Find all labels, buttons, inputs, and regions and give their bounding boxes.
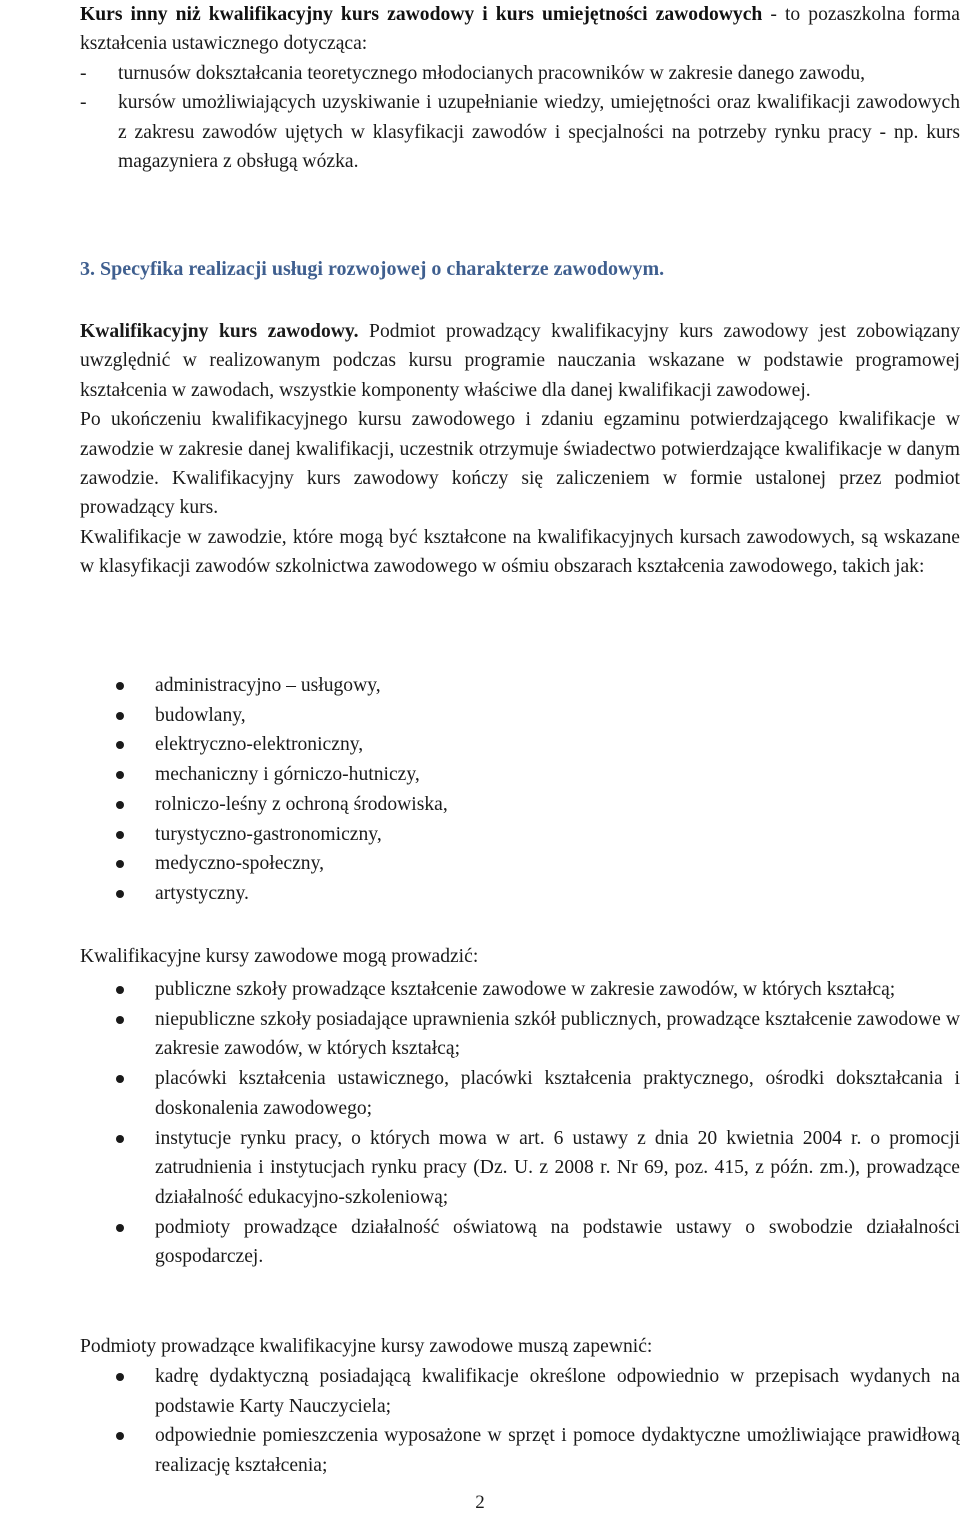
bullet-icon [116, 986, 124, 994]
dash-marker: - [80, 92, 87, 114]
bullet-icon [116, 860, 124, 868]
list-item [80, 1421, 960, 1480]
bullet-icon [116, 682, 124, 690]
list-item [80, 849, 960, 879]
list-item-text: turystyczno-gastronomiczny, [155, 823, 382, 845]
list-item-text: administracyjno – usługowy, [155, 675, 381, 696]
requirements-intro [80, 1332, 960, 1361]
dash-marker: - [80, 62, 87, 84]
bullet-icon [116, 1016, 124, 1024]
bullet-icon [116, 741, 124, 749]
list-item [80, 820, 960, 850]
paragraph-lead-bold: Kwalifikacyjny kurs zawodowy. [80, 321, 359, 342]
paragraph-areas-intro: Kwalifikacje w zawodzie, które mogą być kształcone na kwalifikacyjnych kursach zawodowych, są wskazane w klasyfikacji zawodów szkolnictwa zawodowego w ośmiu obszarach kształcenia zawodowego, takich jak: [80, 526, 960, 578]
paragraph-qualifying-course [80, 317, 960, 405]
list-item [80, 88, 960, 176]
providers-intro-text: Kwalifikacyjne kursy zawodowe mogą prowadzić: [80, 946, 479, 967]
list-item [80, 701, 960, 731]
requirements-list [80, 1362, 960, 1481]
intro-block [80, 0, 960, 176]
list-item-text: kadrę dydaktyczną posiadającą kwalifikacje określone odpowiednio w przepisach wydanych na podstawie Karty Nauczyciela; [155, 1366, 960, 1417]
list-item [80, 975, 960, 1005]
list-item-text: mechaniczny i górniczo-hutniczy, [155, 764, 420, 786]
list-item [80, 730, 960, 760]
list-item [80, 879, 960, 909]
list-item [80, 1005, 960, 1064]
bullet-icon [116, 1224, 124, 1232]
bullet-icon [116, 801, 124, 809]
paragraph-completion: Po ukończeniu kwalifikacyjnego kursu zawodowego i zdaniu egzaminu potwierdzającego kwalifikacje w zawodzie w zakresie danej kwalifikacji, uczestnik otrzymuje świadectwo potwierdzające kwalifikacje w danym zawodzie. Kwalifikacyjny kurs zawodowy kończy się zaliczeniem w formie ustalonej przez podmiot prowadzący kurs. [80, 409, 960, 519]
list-item [80, 671, 960, 701]
bullet-icon [116, 1373, 124, 1381]
list-item [80, 1124, 960, 1213]
list-item [80, 59, 960, 88]
list-item [80, 760, 960, 790]
providers-list [80, 975, 960, 1272]
list-item [80, 1213, 960, 1272]
requirements-intro-text: Podmioty prowadzące kwalifikacyjne kursy zawodowe muszą zapewnić: [80, 1336, 653, 1357]
bullet-icon [116, 831, 124, 839]
section-heading: 3. Specyfika realizacji usługi rozwojowej o charakterze zawodowym. [80, 258, 665, 280]
list-item-text: placówki kształcenia ustawicznego, placówki kształcenia praktycznego, ośrodki dokształcania i doskonalenia zawodowego; [155, 1068, 960, 1119]
list-item [80, 1362, 960, 1421]
intro-rest-text: - to pozaszkolna forma kształcenia ustawicznego dotycząca: [80, 4, 960, 55]
intro-dash-list [80, 59, 960, 177]
list-item-text: artystyczny. [155, 882, 249, 904]
page-number: 2 [475, 1492, 485, 1513]
list-item-text: elektryczno-elektroniczny, [155, 734, 364, 756]
list-item-text: medyczno-społeczny, [155, 853, 325, 875]
paragraph-text: Podmiot prowadzący kwalifikacyjny kurs zawodowy jest zobowiązany uwzględnić w realizowanym podczas kursu programie nauczania wskazane w podstawie programowej kształcenia w zawodach, wszystkie komponenty właściwe dla danej kwalifikacji zawodowej. [80, 321, 960, 401]
bullet-icon [116, 1135, 124, 1143]
intro-paragraph [80, 0, 960, 59]
bullet-icon [116, 1432, 124, 1440]
bullet-icon [116, 1075, 124, 1083]
bullet-icon [116, 771, 124, 779]
list-item-text: rolniczo-leśny z ochroną środowiska, [155, 793, 448, 815]
list-item [80, 1064, 960, 1123]
list-item-text: niepubliczne szkoły posiadające uprawnienia szkół publicznych, prowadzące kształcenie zawodowe w zakresie zawodów, w których kształcą; [155, 1008, 960, 1060]
list-item-text: budowlany, [155, 704, 246, 726]
list-item-text: turnusów dokształcania teoretycznego młodocianych pracowników w zakresie danego zawodu, [118, 62, 866, 84]
list-item-text: instytucje rynku pracy, o których mowa w art. 6 ustawy z dnia 20 kwietnia 2004 r. o promocji zatrudnienia i instytucjach rynku pracy (Dz. U. z 2008 r. Nr 69, poz. 415, z późn. zm.), prowadzące działalność edukacyjno-szkoleniową; [155, 1127, 960, 1208]
list-item [80, 790, 960, 820]
areas-list [80, 671, 960, 909]
list-item-text: kursów umożliwiających uzyskiwanie i uzupełnianie wiedzy, umiejętności oraz kwalifikacji zawodowych z zakresu zawodów ujętych w klasyfikacji zawodów i specjalności na potrzeby rynku pracy - np. kurs magazyniera z obsługą wózka. [118, 92, 960, 173]
bullet-icon [116, 890, 124, 898]
list-item-text: podmioty prowadzące działalność oświatową na podstawie ustawy o swobodzie działalności gospodarczej. [155, 1216, 960, 1268]
bullet-icon [116, 712, 124, 720]
providers-intro [80, 942, 960, 971]
section-body [80, 317, 960, 582]
list-item-text: odpowiednie pomieszczenia wyposażone w sprzęt i pomoce dydaktyczne umożliwiające prawidłową realizację kształcenia; [155, 1425, 960, 1477]
intro-bold-text: Kurs inny niż kwalifikacyjny kurs zawodowy i kurs umiejętności zawodowych [80, 4, 763, 25]
list-item-text: publiczne szkoły prowadzące kształcenie zawodowe w zakresie zawodów, w których kształcą; [155, 979, 896, 1000]
